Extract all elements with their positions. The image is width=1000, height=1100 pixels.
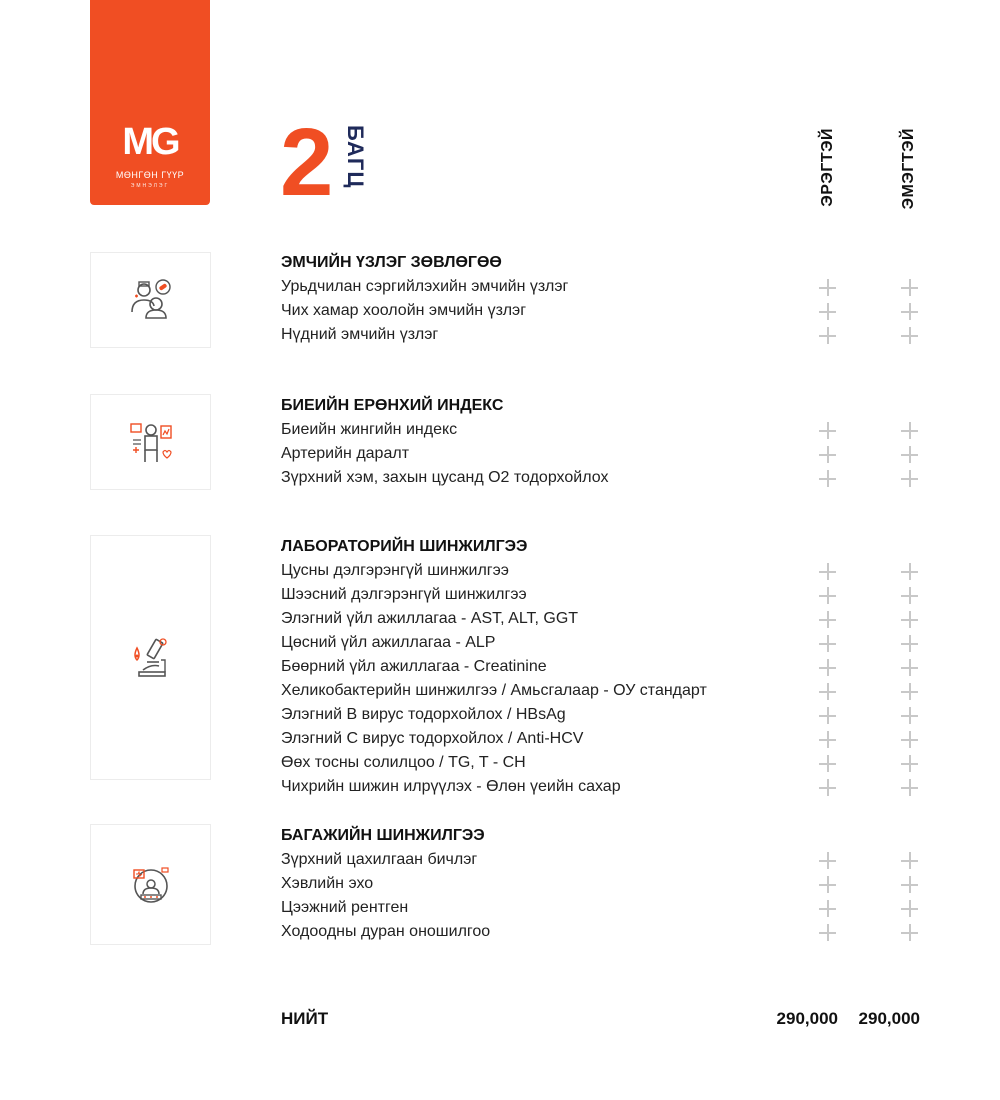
diagnostic-equipment-icon <box>90 824 211 945</box>
plus-icon <box>819 446 836 463</box>
plus-icon <box>819 707 836 724</box>
row-label: Зүрхний цахилгаан бичлэг <box>281 851 478 868</box>
table-row <box>281 728 941 752</box>
logo-name: МӨНГӨН ГҮҮР <box>115 170 185 180</box>
microscope-icon <box>90 535 211 780</box>
plus-icon <box>901 327 918 344</box>
plus-icon <box>901 611 918 628</box>
plus-icon <box>819 900 836 917</box>
table-row <box>281 921 941 945</box>
plus-icon <box>819 422 836 439</box>
row-label: Артерийн даралт <box>281 445 410 462</box>
plus-icon <box>901 563 918 580</box>
plus-icon <box>901 635 918 652</box>
table-row <box>281 752 941 776</box>
row-label: Хеликобактерийн шинжилгээ / Амьсгалаар - ОУ стандарт <box>281 682 707 699</box>
table-row <box>281 849 941 873</box>
plus-icon <box>819 470 836 487</box>
table-row <box>281 632 941 656</box>
body-index-icon <box>90 394 211 490</box>
plus-icon <box>819 852 836 869</box>
plus-icon <box>901 470 918 487</box>
row-label: Биеийн жингийн индекс <box>281 421 458 438</box>
row-label: Элэгний С вирус тодорхойлох / Anti-HCV <box>281 730 584 747</box>
plus-icon <box>819 587 836 604</box>
logo-subtitle: ЭМНЭЛЭГ <box>130 183 170 189</box>
row-label: Чих хамар хоолойн эмчийн үзлэг <box>281 302 527 319</box>
plus-icon <box>901 659 918 676</box>
plus-icon <box>819 779 836 796</box>
plus-icon <box>819 279 836 296</box>
plus-icon <box>901 279 918 296</box>
row-label: Элэгний В вирус тодорхойлох / HBsAg <box>281 706 566 723</box>
row-label: Чихрийн шижин илрүүлэх - Өлөн үеийн сахар <box>281 778 621 795</box>
plus-icon <box>901 422 918 439</box>
row-label: Цээжний рентген <box>281 899 409 916</box>
table-row <box>281 467 941 491</box>
plus-icon <box>819 327 836 344</box>
table-row <box>281 276 941 300</box>
section-title-body-index: БИЕИЙН ЕРӨНХИЙ ИНДЕКС <box>281 397 504 414</box>
row-label: Урьдчилан сэргийлэхийн эмчийн үзлэг <box>281 278 569 295</box>
table-row <box>281 419 941 443</box>
plus-icon <box>819 563 836 580</box>
plus-icon <box>819 683 836 700</box>
logo-mark: MG <box>122 121 178 163</box>
plus-icon <box>901 683 918 700</box>
plus-icon <box>901 924 918 941</box>
row-label: Элэгний үйл ажиллагаа - AST, ALT, GGT <box>281 610 579 627</box>
plus-icon <box>901 587 918 604</box>
table-row <box>281 873 941 897</box>
table-row <box>281 584 941 608</box>
plus-icon <box>819 659 836 676</box>
row-label: Нүдний эмчийн үзлэг <box>281 326 439 343</box>
row-label: Ходоодны дуран оношилгоо <box>281 923 491 940</box>
section-title-consultation: ЭМЧИЙН ҮЗЛЭГ ЗӨВЛӨГӨӨ <box>281 254 502 271</box>
row-label: Шээсний дэлгэрэнгүй шинжилгээ <box>281 586 527 603</box>
column-header-male: ЭРЭГТЭЙ <box>819 128 836 207</box>
plus-icon <box>819 303 836 320</box>
row-label: Цөсний үйл ажиллагаа - ALP <box>281 634 496 651</box>
plus-icon <box>819 755 836 772</box>
table-row <box>281 608 941 632</box>
plus-icon <box>901 876 918 893</box>
total-label: НИЙТ <box>281 1009 329 1028</box>
row-label: Өөх тосны солилцоо / TG, T - CH <box>281 754 526 771</box>
table-row <box>281 897 941 921</box>
plus-icon <box>819 731 836 748</box>
package-number: 2 <box>280 109 332 216</box>
table-row <box>281 560 941 584</box>
plus-icon <box>901 731 918 748</box>
plus-icon <box>901 755 918 772</box>
table-row <box>281 680 941 704</box>
plus-icon <box>819 924 836 941</box>
brand-logo <box>90 0 210 205</box>
column-header-female: ЭМЭГТЭЙ <box>900 128 917 210</box>
row-label: Цусны дэлгэрэнгүй шинжилгээ <box>281 562 509 579</box>
table-row <box>281 300 941 324</box>
row-label: Бөөрний үйл ажиллагаа - Creatinine <box>281 658 547 675</box>
total-price-male: 290,000 <box>776 1009 838 1028</box>
plus-icon <box>819 876 836 893</box>
section-title-instrumental: БАГАЖИЙН ШИНЖИЛГЭЭ <box>281 827 485 844</box>
table-row <box>281 776 941 800</box>
plus-icon <box>819 635 836 652</box>
plus-icon <box>901 303 918 320</box>
plus-icon <box>901 852 918 869</box>
total-price-female: 290,000 <box>858 1009 920 1028</box>
plus-icon <box>901 446 918 463</box>
table-row <box>281 443 941 467</box>
table-row <box>281 704 941 728</box>
plus-icon <box>901 707 918 724</box>
plus-icon <box>819 611 836 628</box>
package-word: БАГЦ <box>343 125 368 189</box>
plus-icon <box>901 779 918 796</box>
doctor-consultation-icon <box>90 252 211 348</box>
plus-icon <box>901 900 918 917</box>
row-label: Зүрхний хэм, захын цусанд O2 тодорхойлох <box>281 469 609 486</box>
table-row <box>281 656 941 680</box>
table-row <box>281 324 941 348</box>
row-label: Хэвлийн эхо <box>281 875 374 892</box>
section-title-laboratory: ЛАБОРАТОРИЙН ШИНЖИЛГЭЭ <box>281 538 528 555</box>
